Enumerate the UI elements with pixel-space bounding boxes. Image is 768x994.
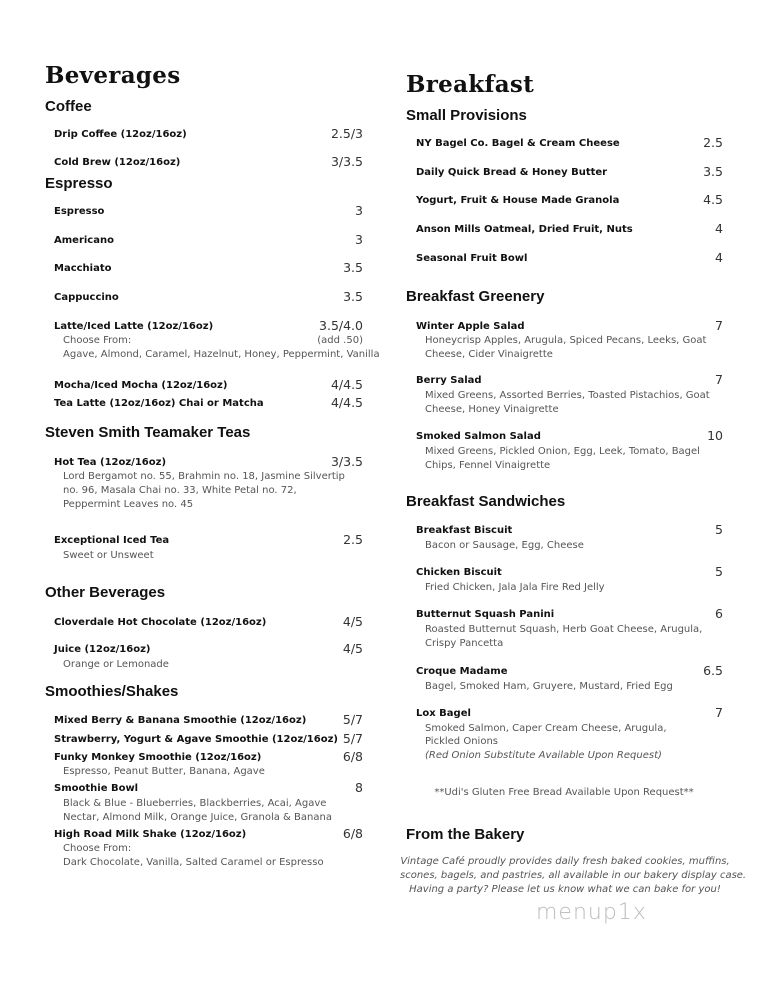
small-provisions-heading: Small Provisions (406, 107, 527, 124)
item-name: Latte/Iced Latte (12oz/16oz) (54, 321, 214, 332)
item-name: Strawberry, Yogurt & Agave Smoothie (12oz/16oz) (54, 734, 338, 745)
item-desc: Cheese, Honey Vinaigrette (425, 404, 559, 415)
item-desc: Crispy Pancetta (425, 638, 504, 649)
item-desc: Cheese, Cider Vinaigrette (425, 349, 553, 360)
item-name: Espresso (54, 206, 105, 217)
item-price: 7 (715, 372, 723, 387)
bakery-text: Having a party? Please let us know what we can bake for you! (409, 884, 721, 895)
item-name: NY Bagel Co. Bagel & Cream Cheese (416, 138, 620, 149)
gluten-free-note: **Udi's Gluten Free Bread Available Upon Request** (434, 787, 694, 798)
item-price: 6/8 (342, 749, 363, 764)
item-price: 3/3.5 (330, 154, 363, 169)
item-desc: Mixed Greens, Pickled Onion, Egg, Leek, Tomato, Bagel (425, 446, 700, 457)
item-price: 5/7 (342, 712, 363, 727)
item-price: 4/4.5 (330, 395, 363, 410)
item-price: 3.5 (343, 260, 363, 275)
item-price: 4/5 (342, 641, 363, 656)
coffee-heading: Coffee (45, 98, 92, 115)
smoothies-heading: Smoothies/Shakes (45, 683, 179, 700)
item-price: 5 (715, 564, 723, 579)
item-desc: Chips, Fennel Vinaigrette (425, 460, 551, 471)
item-desc: Bacon or Sausage, Egg, Cheese (425, 540, 584, 551)
item-price: 3.5 (343, 289, 363, 304)
item-name: Anson Mills Oatmeal, Dried Fruit, Nuts (416, 224, 633, 235)
item-name: Smoothie Bowl (54, 783, 139, 794)
item-name: Funky Monkey Smoothie (12oz/16oz) (54, 752, 262, 763)
item-name: Cold Brew (12oz/16oz) (54, 157, 181, 168)
item-desc: Mixed Greens, Assorted Berries, Toasted Pistachios, Goat (425, 390, 710, 401)
item-price: 3 (355, 203, 363, 218)
item-name: Butternut Squash Panini (416, 609, 555, 620)
item-name: Breakfast Biscuit (416, 525, 513, 536)
item-name: Cloverdale Hot Chocolate (12oz/16oz) (54, 617, 267, 628)
espresso-heading: Espresso (45, 175, 113, 192)
bakery-heading: From the Bakery (406, 826, 525, 843)
item-desc: no. 96, Masala Chai no. 33, White Petal no. 72, (63, 485, 297, 496)
item-desc: Bagel, Smoked Ham, Gruyere, Mustard, Fried Egg (425, 681, 673, 692)
item-price: 8 (355, 780, 363, 795)
item-desc: Agave, Almond, Caramel, Hazelnut, Honey, Peppermint, Vanilla (63, 349, 380, 360)
item-name: Mixed Berry & Banana Smoothie (12oz/16oz) (54, 715, 307, 726)
item-name: Berry Salad (416, 375, 482, 386)
item-price: 3 (355, 232, 363, 247)
item-name: Chicken Biscuit (416, 567, 502, 578)
item-desc: Honeycrisp Apples, Arugula, Spiced Pecans, Leeks, Goat (425, 335, 707, 346)
item-name: Daily Quick Bread & Honey Butter (416, 167, 608, 178)
item-name: Croque Madame (416, 666, 508, 677)
menupix-watermark: menup1x (536, 900, 647, 925)
item-name: Hot Tea (12oz/16oz) (54, 457, 167, 468)
item-desc: Sweet or Unsweet (63, 550, 154, 561)
item-price: 2.5/3 (330, 126, 363, 141)
item-price: 4/5 (342, 614, 363, 629)
breakfast-title: Breakfast (406, 71, 535, 98)
item-desc: Smoked Salmon, Caper Cream Cheese, Arugula, (425, 723, 667, 734)
item-price: 4 (715, 250, 723, 265)
item-desc: Fried Chicken, Jala Jala Fire Red Jelly (425, 582, 605, 593)
item-price: 6.5 (703, 663, 723, 678)
item-name: Americano (54, 235, 114, 246)
item-price: 5/7 (342, 731, 363, 746)
item-name: Exceptional Iced Tea (54, 535, 170, 546)
item-desc: Choose From: (63, 843, 132, 854)
add-on-price: (add .50) (317, 335, 363, 346)
item-name: High Road Milk Shake (12oz/16oz) (54, 829, 247, 840)
item-name: Drip Coffee (12oz/16oz) (54, 129, 187, 140)
item-price: 3/3.5 (330, 454, 363, 469)
item-desc: Lord Bergamot no. 55, Brahmin no. 18, Jasmine Silvertip (63, 471, 345, 482)
item-desc: Dark Chocolate, Vanilla, Salted Caramel or Espresso (63, 857, 324, 868)
item-name: Smoked Salmon Salad (416, 431, 541, 442)
item-price: 7 (715, 318, 723, 333)
item-name: Mocha/Iced Mocha (12oz/16oz) (54, 380, 228, 391)
teas-heading: Steven Smith Teamaker Teas (45, 424, 251, 441)
greenery-heading: Breakfast Greenery (406, 288, 545, 305)
item-name: Lox Bagel (416, 708, 471, 719)
item-price: 5 (715, 522, 723, 537)
item-price: 4/4.5 (330, 377, 363, 392)
item-price: 7 (715, 705, 723, 720)
item-desc: Orange or Lemonade (63, 659, 169, 670)
item-desc: Espresso, Peanut Butter, Banana, Agave (63, 766, 265, 777)
item-price: 10 (707, 428, 723, 443)
item-desc: Choose From: (63, 335, 132, 346)
item-desc: Black & Blue - Blueberries, Blackberries, Acai, Agave (63, 798, 327, 809)
item-name: Tea Latte (12oz/16oz) Chai or Matcha (54, 398, 264, 409)
item-price: 4 (715, 221, 723, 236)
item-desc: Peppermint Leaves no. 45 (63, 499, 194, 510)
item-price: 4.5 (703, 192, 723, 207)
item-price: 6/8 (342, 826, 363, 841)
item-price: 3.5/4.0 (319, 318, 363, 333)
item-price: 6 (715, 606, 723, 621)
item-note: (Red Onion Substitute Available Upon Request) (425, 750, 662, 761)
bakery-text: scones, bagels, and pastries, all available in our bakery display case. (400, 870, 747, 881)
beverages-title: Beverages (45, 62, 181, 89)
item-price: 2.5 (703, 135, 723, 150)
item-name: Seasonal Fruit Bowl (416, 253, 528, 264)
other-heading: Other Beverages (45, 584, 166, 601)
item-price: 2.5 (343, 532, 363, 547)
item-name: Cappuccino (54, 292, 119, 303)
item-price: 3.5 (703, 164, 723, 179)
item-name: Macchiato (54, 263, 112, 274)
item-desc: Pickled Onions (425, 736, 498, 747)
item-desc: Nectar, Almond Milk, Orange Juice, Granola & Banana (63, 812, 332, 823)
item-name: Juice (12oz/16oz) (54, 644, 151, 655)
item-desc: Roasted Butternut Squash, Herb Goat Cheese, Arugula, (425, 624, 703, 635)
item-name: Yogurt, Fruit & House Made Granola (416, 195, 620, 206)
bakery-text: Vintage Café proudly provides daily fresh baked cookies, muffins, (400, 856, 730, 867)
item-name: Winter Apple Salad (416, 321, 525, 332)
sandwiches-heading: Breakfast Sandwiches (406, 493, 566, 510)
